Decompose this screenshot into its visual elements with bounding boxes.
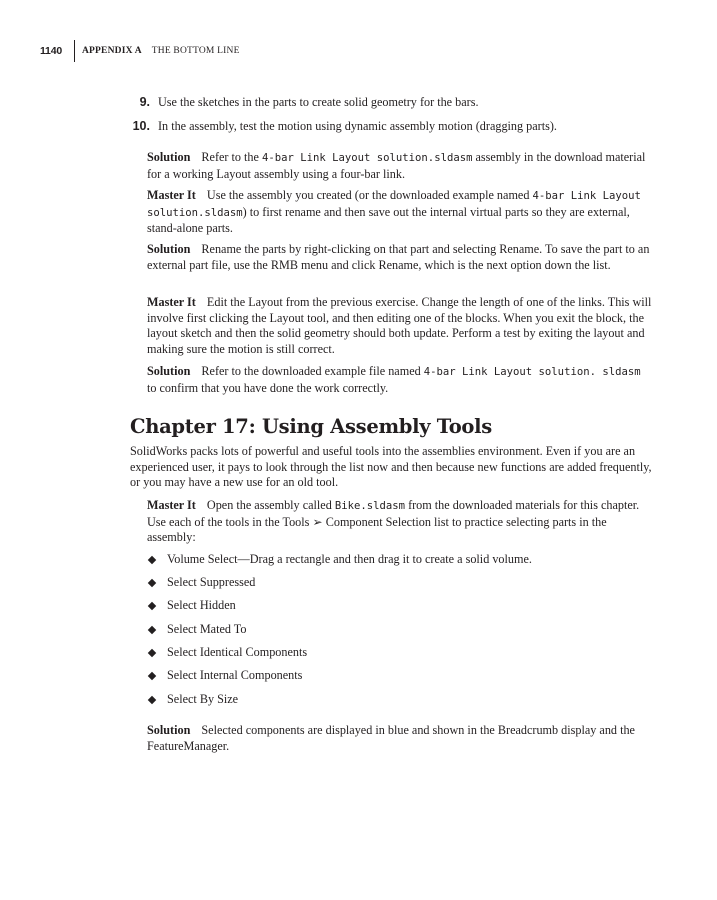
solution-label: Solution: [147, 364, 191, 378]
diamond-bullet-icon: [148, 556, 156, 564]
list-item: [147, 552, 532, 568]
paragraph-text: assembly in the download material for a working Layout assembly using a four-bar link.: [147, 150, 646, 181]
step-item: [130, 119, 650, 135]
master-it-label: Master It: [147, 295, 196, 309]
solution-label: Solution: [147, 150, 191, 164]
chapter-heading: Chapter 17: Using Assembly Tools: [130, 415, 492, 438]
list-item: [147, 622, 246, 638]
running-header: [40, 40, 240, 62]
paragraph-text: Edit the Layout from the previous exercise. Change the length of one of the links. This will involve first clicking the Layout tool, and then editing one of the blocks. When you exit the block, the layout sketch and then the solid geometry should both update. Perform a test by exiting the layout and making sure the motion is still correct.: [147, 295, 652, 356]
list-item: [147, 598, 236, 614]
solution-label: Solution: [147, 723, 191, 737]
master-it-label: Master It: [147, 498, 196, 512]
solution-paragraph: [147, 150, 653, 182]
list-item: [147, 668, 302, 684]
list-item-text: Select Internal Components: [167, 668, 303, 682]
filename-code: 4-bar Link Layout solution. sldasm: [423, 366, 641, 378]
master-it-paragraph: [147, 188, 653, 237]
step-text: In the assembly, test the motion using dynamic assembly motion (dragging parts).: [158, 119, 557, 133]
solution-label: Solution: [147, 242, 191, 256]
diamond-bullet-icon: [148, 649, 156, 657]
filename-code: Bike.sldasm: [334, 500, 406, 512]
paragraph-text: ) to first rename and then save out the internal virtual parts so they are external, stand-alone parts.: [147, 204, 630, 236]
step-text: Use the sketches in the parts to create solid geometry for the bars.: [158, 95, 479, 109]
master-it-paragraph: [147, 498, 653, 546]
solution-paragraph: [147, 242, 653, 273]
paragraph-text: Open the assembly called: [206, 498, 332, 512]
list-item-text: Select Hidden: [167, 598, 236, 612]
master-it-paragraph: [147, 295, 653, 357]
diamond-bullet-icon: [148, 579, 156, 587]
list-item: [147, 645, 307, 661]
list-item: [147, 575, 255, 591]
diamond-bullet-icon: [148, 626, 156, 634]
paragraph-text: Component Selection list to practice selecting parts in the assembly:: [147, 514, 607, 545]
solution-paragraph: [147, 723, 653, 754]
step-number: 9.: [139, 95, 150, 109]
paragraph-text: to confirm that you have done the work correctly.: [147, 380, 389, 395]
filename-code: 4-bar Link Layout solution.sldasm: [147, 190, 641, 219]
list-item-text: Select Identical Components: [167, 645, 308, 659]
chapter-intro: SolidWorks packs lots of powerful and useful tools into the assemblies environment. Even if you are an experienced user, it pays to look through the list now and then because new functions are added frequently, or you may have a new use for an old tool.: [130, 444, 652, 490]
paragraph-text: Rename the parts by right-clicking on that part and selecting Rename. To save the part to an external part file, use the RMB menu and click Rename, which is the next option down the list.: [147, 242, 650, 272]
appendix-label: APPENDIX A: [81, 46, 142, 56]
paragraph-text: Refer to the: [201, 150, 259, 164]
filename-code: 4-bar Link Layout solution.sldasm: [261, 152, 473, 164]
step-item: [130, 95, 650, 111]
list-item-text: Volume Select—Drag a rectangle and then drag it to create a solid volume.: [167, 552, 532, 566]
diamond-bullet-icon: [148, 672, 156, 680]
solution-paragraph: [147, 364, 653, 396]
list-item: [147, 692, 238, 708]
page-number: 1140: [40, 45, 62, 57]
paragraph-text: Use the assembly you created (or the downloaded example named: [206, 188, 530, 202]
header-divider: [74, 40, 75, 62]
menu-arrow-icon: ➢: [312, 514, 323, 529]
paragraph-text: from the downloaded materials for this chapter. Use each of the tools in the Tools: [147, 498, 640, 529]
list-item-text: Select Suppressed: [167, 575, 256, 589]
diamond-bullet-icon: [148, 696, 156, 704]
appendix-title: THE BOTTOM LINE: [151, 46, 240, 56]
paragraph-text: Refer to the downloaded example file named: [201, 364, 421, 378]
list-item-text: Select By Size: [167, 692, 239, 706]
master-it-label: Master It: [147, 188, 196, 202]
step-number: 10.: [132, 119, 150, 133]
paragraph-text: Selected components are displayed in blue and shown in the Breadcrumb display and the FeatureManager.: [147, 723, 635, 753]
list-item-text: Select Mated To: [167, 622, 247, 636]
diamond-bullet-icon: [148, 602, 156, 610]
